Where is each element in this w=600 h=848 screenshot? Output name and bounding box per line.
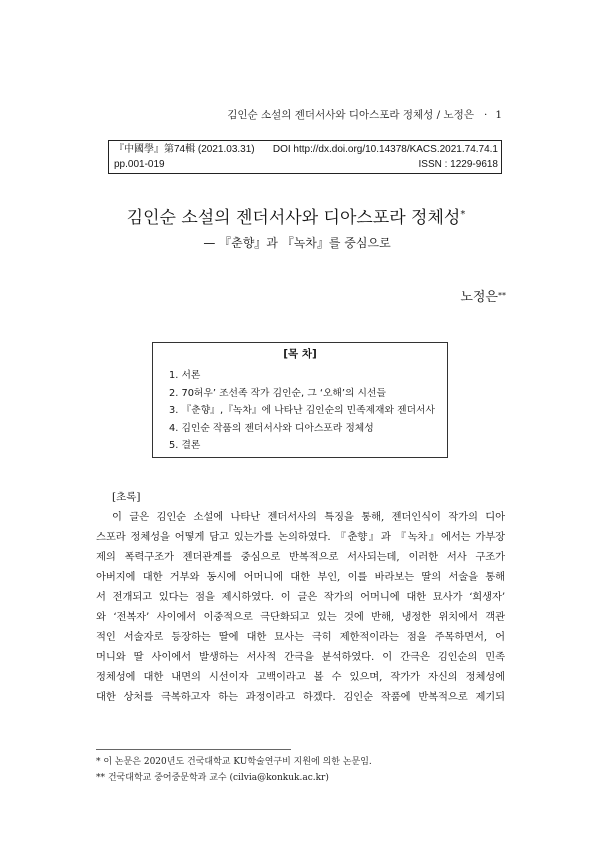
abstract-line: 대한 상처를 극복하고자 하는 과정이라고 하겠다. 김인순 작품에 반복적으로 제기되 [96,691,505,703]
abstract-line: 적인 서술자로 등장하는 딸에 대한 묘사는 극히 제한적이라는 점을 주목하면서, 어 [96,631,505,643]
citation-box [108,140,502,174]
author-footnote-mark: ** [498,291,506,300]
abstract-line: 서 전개되고 있다는 점을 제시하였다. 이 글은 작가의 어머니에 대한 묘사가 ‘희생자’ [96,591,505,603]
footnote-divider [96,749,291,750]
paper-title [0,206,592,230]
abstract-line: 아버지에 대한 거부와 동시에 어머니에 대한 부인, 이를 바라보는 딸의 서술을 통해 [96,571,505,583]
doi: DOI http://dx.doi.org/10.14378/KACS.2021.74.74.1 [272,144,498,155]
abstract-line: 머니와 딸 사이에서 발생하는 서사적 간극을 분석하였다. 이 간극은 김인순의 민족 [96,651,505,663]
page-number: 1 [495,109,502,121]
toc-list [169,367,441,455]
toc-item: 5. 결론 [169,440,201,451]
citation-row-2 [114,157,498,172]
running-header [227,107,502,122]
abstract-heading: [초록] [112,491,141,503]
toc-item: 3. 『춘향』,『녹차』에 나타난 김인순의 민족제재와 젠더서사 [169,405,435,416]
author [460,289,506,307]
page-range: pp.001-019 [114,159,165,170]
footnote-funding: * 이 논문은 2020년도 건국대학교 KU학술연구비 지원에 의한 논문임. [96,757,372,767]
toc-item: 2. 70허우’ 조선족 작가 김인순, 그 ‘오해’의 시선들 [169,387,386,399]
author-name: 노정은 [460,290,498,305]
toc-heading: [목 차] [283,348,317,360]
footnote-author-affiliation: ** 건국대학교 중어중문학과 교수 (cilvia@konkuk.ac.kr) [96,773,329,783]
footnotes [96,754,506,786]
paper-subtitle: — 『춘향』과 『녹차』를 중심으로 [203,236,391,250]
journal-issue: 『中國學』第74輯 (2021.03.31) [114,144,255,155]
abstract-line: 정체성에 대한 내면의 시선이자 고백이라고 볼 수 있으며, 작가가 자신의 정체성에 [96,671,505,683]
paper-title-text: 김인순 소설의 젠더서사와 디아스포라 정체성 [126,208,461,228]
citation-row-1 [114,142,498,157]
running-header-separator: · [483,109,488,121]
toc-item: 4. 김인순 작품의 젠더서사와 디아스포라 정체성 [169,422,374,434]
table-of-contents [152,342,448,458]
toc-item: 1. 서론 [169,370,201,381]
running-header-title: 김인순 소설의 젠더서사와 디아스포라 정체성 / 노정은 [227,109,474,121]
abstract-line: 제의 폭력구조가 젠더관계를 중심으로 반복적으로 서사되는데, 이러한 서사 구조가 [96,551,505,563]
abstract-body [96,507,505,707]
abstract-line: 이 글은 김인순 소설에 나타난 젠더서사의 특징을 통해, 젠더인식이 작가의 디아 [112,511,505,523]
title-footnote-mark: * [460,209,466,220]
abstract-line: 스포라 정체성을 어떻게 담고 있는가를 논의하였다. 『춘향』과 『녹차』에서는 가부장 [96,531,505,543]
abstract-line: 와 ‘전복자’ 사이에서 이중적으로 극단화되고 있는 것에 반해, 냉정한 위치에서 객관 [96,611,505,623]
issn: ISSN : 1229-9618 [418,159,498,170]
